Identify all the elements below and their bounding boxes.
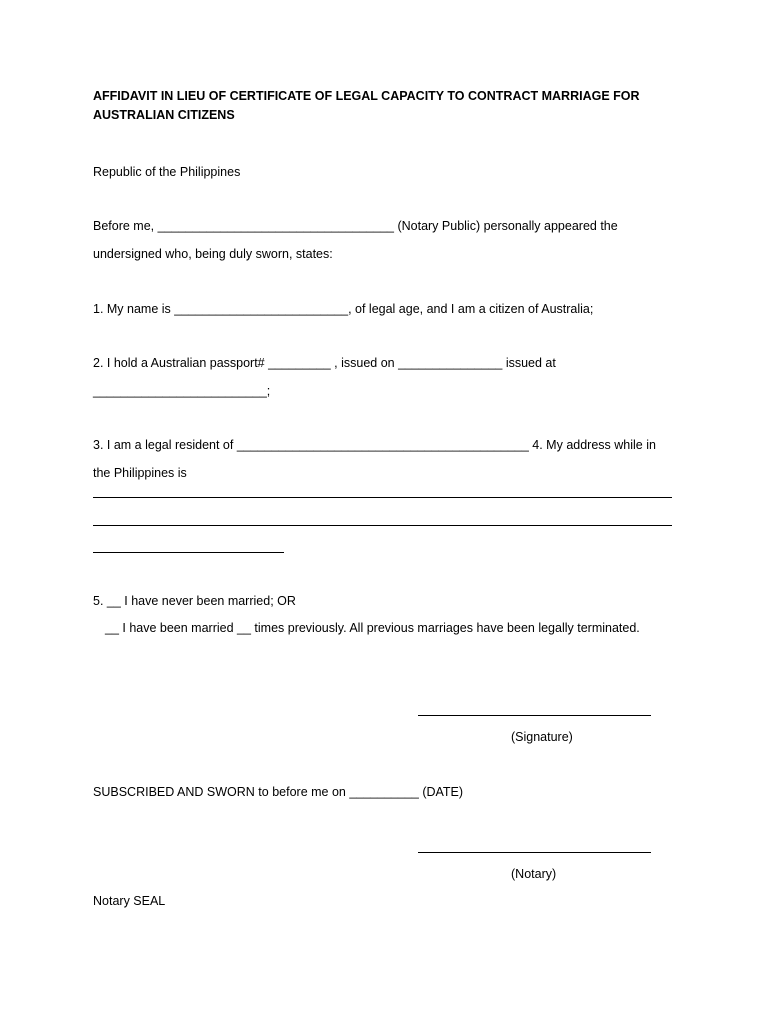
document-title-line-1: AFFIDAVIT IN LIEU OF CERTIFICATE OF LEGAL CAPACITY TO CONTRACT MARRIAGE FOR [93,89,640,103]
subscribed-and-sworn: SUBSCRIBED AND SWORN to before me on __________ (DATE) [93,785,464,799]
address-blank-line-1 [93,497,672,498]
before-me-line-1: Before me, __________________________________ (Notary Public) personally appeared the [93,219,618,233]
item-1-name: 1. My name is _________________________, of legal age, and I am a citizen of Australia; [93,302,594,316]
signature-caption: (Signature) [511,730,573,744]
address-blank-line-3 [93,552,284,553]
item-3-residence-line-1: 3. I am a legal resident of __________________________________________ 4. My address while in [93,438,656,452]
signature-line [418,715,651,716]
before-me-line-2: undersigned who, being duly sworn, states: [93,247,333,261]
notary-caption: (Notary) [511,867,557,881]
item-2-passport-line-2: _________________________; [93,384,271,398]
item-5-previously-married: __ I have been married __ times previously. All previous marriages have been legally terminated. [105,621,640,635]
notary-seal-label: Notary SEAL [93,894,166,908]
notary-signature-line [418,852,651,853]
address-blank-line-2 [93,525,672,526]
item-2-passport-line-1: 2. I hold a Australian passport# _________ , issued on _______________ issued at [93,356,556,370]
republic-heading: Republic of the Philippines [93,165,241,179]
item-3-residence-line-2: the Philippines is [93,466,187,480]
item-5-never-married: 5. __ I have never been married; OR [93,594,296,608]
document-title-line-2: AUSTRALIAN CITIZENS [93,108,235,122]
